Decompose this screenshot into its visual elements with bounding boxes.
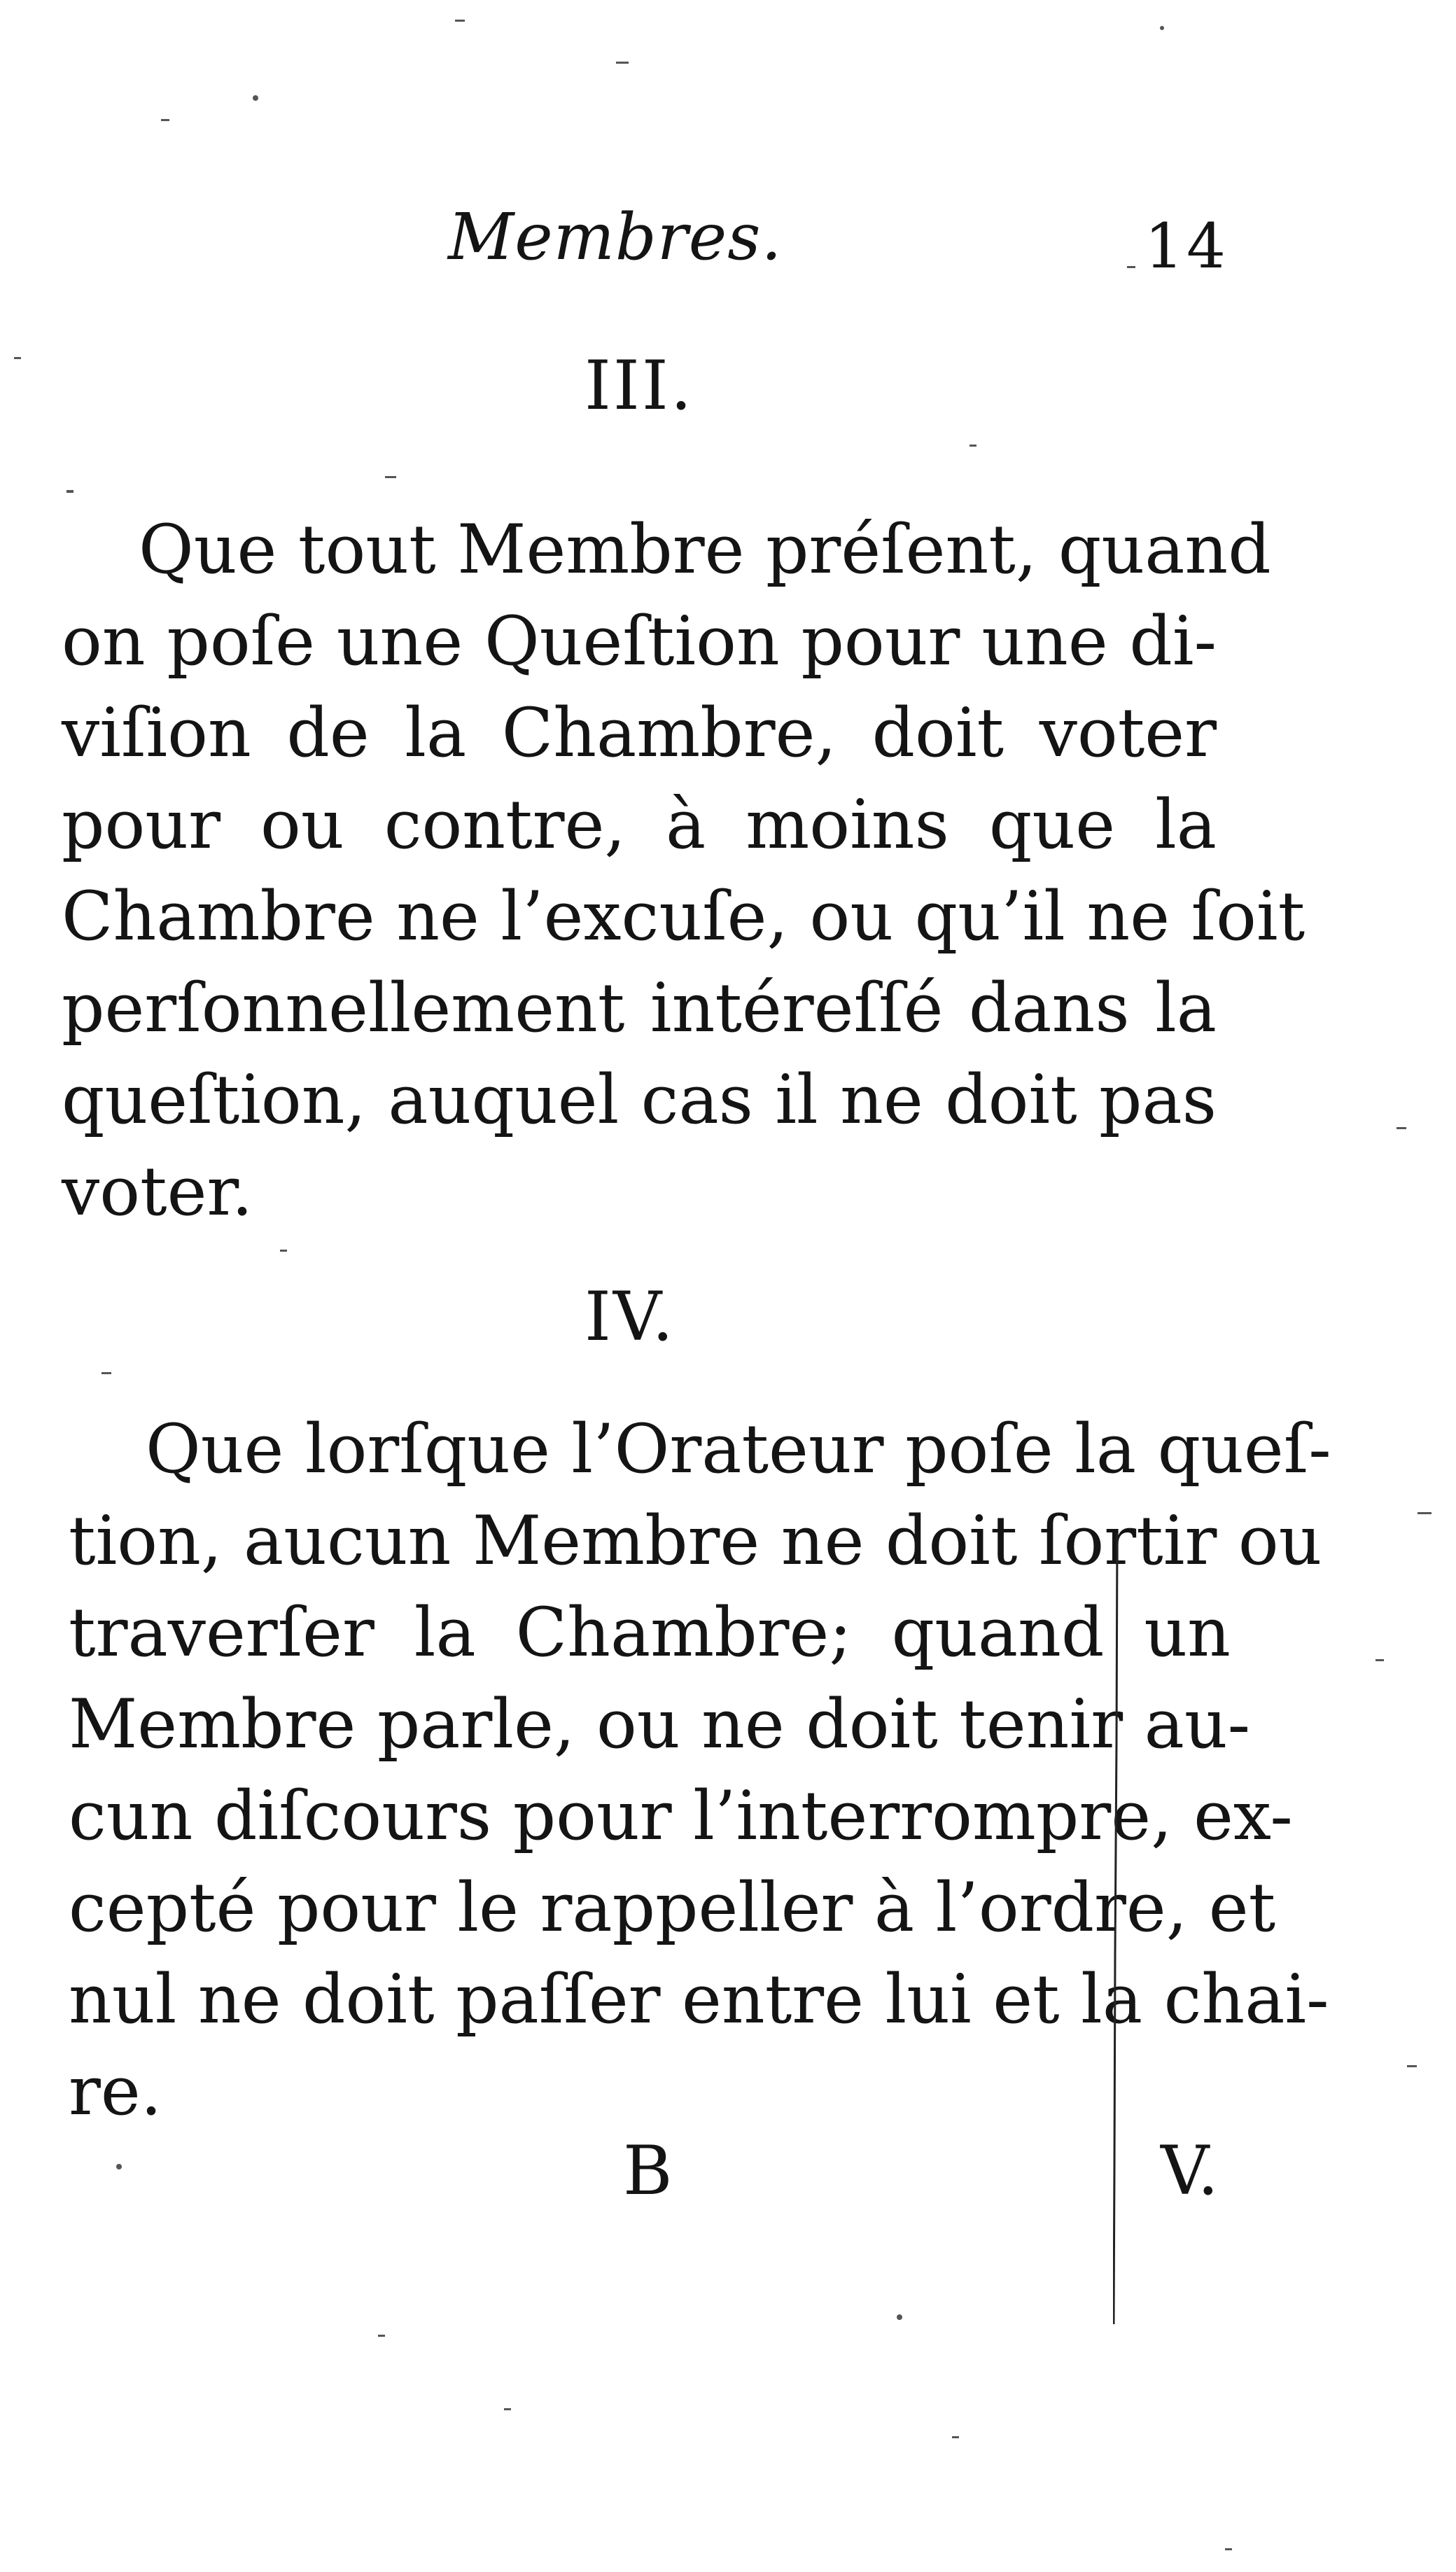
text-line: queſtion, auquel cas il ne doit pas	[62, 1061, 1217, 1139]
section-heading-iii: III.	[584, 347, 694, 425]
text-line: traverſer la Chambre; quand un	[69, 1593, 1231, 1672]
text-line: re.	[69, 2052, 162, 2130]
text-line: pour ou contre, à moins que la	[62, 785, 1217, 864]
section-heading-iv: IV.	[584, 1278, 676, 1356]
text-line: nul ne doit paſſer entre lui et la chai-	[69, 1960, 1329, 2039]
text-line: Que tout Membre préſent, quand	[139, 510, 1271, 589]
text-line: Que lorſque l’Orateur poſe la queſ-	[146, 1410, 1331, 1488]
text-line: perſonnellement intéreſſé dans la	[62, 969, 1217, 1047]
catchword: V.	[1161, 2132, 1219, 2210]
text-line: Chambre ne l’excuſe, ou qu’il ne ſoit	[62, 877, 1306, 956]
text-line: on poſe une Queſtion pour une di-	[62, 602, 1217, 680]
text-line: tion, aucun Membre ne doit ſortir ou	[69, 1502, 1322, 1580]
text-line: cepté pour le rappeller à l’ordre, et	[69, 1868, 1276, 1947]
page-number: 14	[1144, 210, 1228, 282]
text-line: viſion de la Chambre, doit voter	[62, 694, 1217, 772]
signature-mark: B	[623, 2132, 673, 2210]
running-title: Membres.	[448, 200, 783, 274]
text-line: voter.	[62, 1152, 253, 1231]
text-line: Membre parle, ou ne doit tenir au-	[69, 1685, 1251, 1763]
text-line: cun diſcours pour l’interrompre, ex-	[69, 1777, 1293, 1855]
